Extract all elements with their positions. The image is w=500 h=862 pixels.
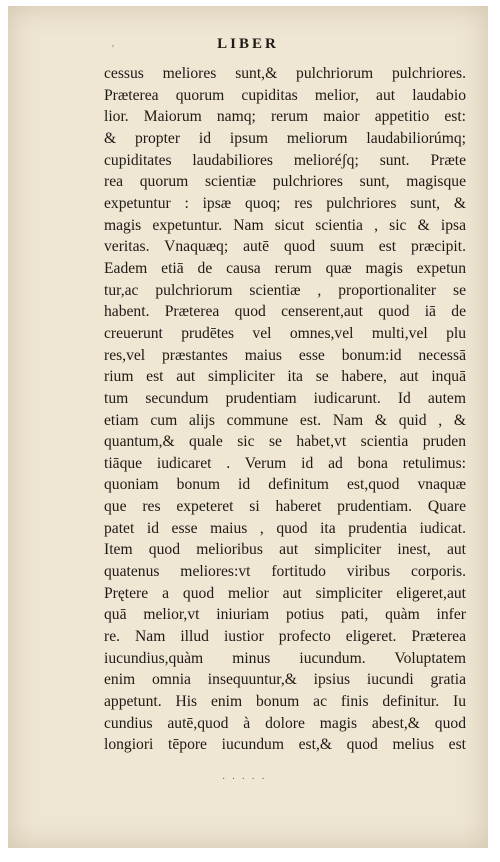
text-line: rium est aut simpliciter ita se habere, aut inquā <box>104 368 466 386</box>
text-line: iucundius,quàm minus iucundum. Voluptatem <box>104 649 466 667</box>
text-line: cupiditates laudabiliores melioréʃq; sunt. Præte <box>104 151 466 169</box>
text-line: etiam cum alijs commune est. Nam & quid , & <box>104 411 466 429</box>
text-line: cundius autē,quod à dolore magis abest,& quod <box>104 714 466 732</box>
book-page <box>8 6 488 848</box>
text-line: lior. Maiorum namq; rerum maior appetitio est: <box>104 108 466 126</box>
text-line: tum secundum prudentiam iudicarunt. Id autem <box>104 389 466 407</box>
text-line: tur,ac pulchriorum scientiæ , proportionaliter se <box>104 281 466 299</box>
text-line: Prętere a quod melior aut simpliciter eligeret,aut <box>104 584 466 602</box>
text-line: Eadem etiā de causa rerum quæ magis expetun <box>104 259 466 277</box>
signature-mark: · · · · · <box>222 774 267 785</box>
text-line: creuerunt prudētes vel omnes,vel multi,vel plu <box>104 324 466 342</box>
text-line: enim omnia insequuntur,& ipsius iucundi gratia <box>104 671 466 689</box>
text-line: que res expeteret si haberet prudentiam. Quare <box>104 498 466 516</box>
margin-mark: ' <box>112 44 114 55</box>
text-line: Præterea quorum cupiditas melior, aut laudabio <box>104 86 466 104</box>
text-line: habent. Præterea quod censerent,aut quod iā de <box>104 303 466 321</box>
text-line: cessus meliores sunt,& pulchriorum pulchriores. <box>104 65 466 82</box>
text-line: re. Nam illud iustior profecto eligeret. Præterea <box>104 628 466 646</box>
text-line: & propter id ipsum meliorum laudabiliorúmq; <box>104 129 466 147</box>
text-line: patet id esse maius , quod ita prudentia iudicat. <box>104 519 466 537</box>
text-line: expetuntur : ipsæ quoq; res pulchriores sunt, & <box>104 194 466 212</box>
text-line: res,vel præstantes maius esse bonum:id necessā <box>104 346 466 364</box>
running-header: LIBER <box>217 36 279 52</box>
text-line: magis expetuntur. Nam sicut scientia , sic & ipsa <box>104 216 466 234</box>
text-line: quatenus meliores:vt fortitudo viribus corporis. <box>104 563 466 581</box>
text-line: quoniam bonum id definitum est,quod vnaquæ <box>104 476 466 494</box>
text-line: tiāque iudicaret . Verum id ad bona retulimus: <box>104 454 466 472</box>
text-line: Item quod melioribus aut simpliciter inest, aut <box>104 541 466 559</box>
text-line: longiori tēpore iucundum est,& quod melius est <box>104 736 466 754</box>
text-line: quā melior,vt iniuriam potius pati, quàm infer <box>104 606 466 624</box>
body-text <box>104 63 466 756</box>
text-line: rea quorum scientiæ pulchriores sunt, magisque <box>104 173 466 191</box>
text-line: appetunt. His enim bonum ac finis definitur. Iu <box>104 693 466 711</box>
text-line: veritas. Vnaquæq; autē quod suum est præcipit. <box>104 238 466 256</box>
text-line: quantum,& quale sic se habet,vt scientia pruden <box>104 433 466 451</box>
